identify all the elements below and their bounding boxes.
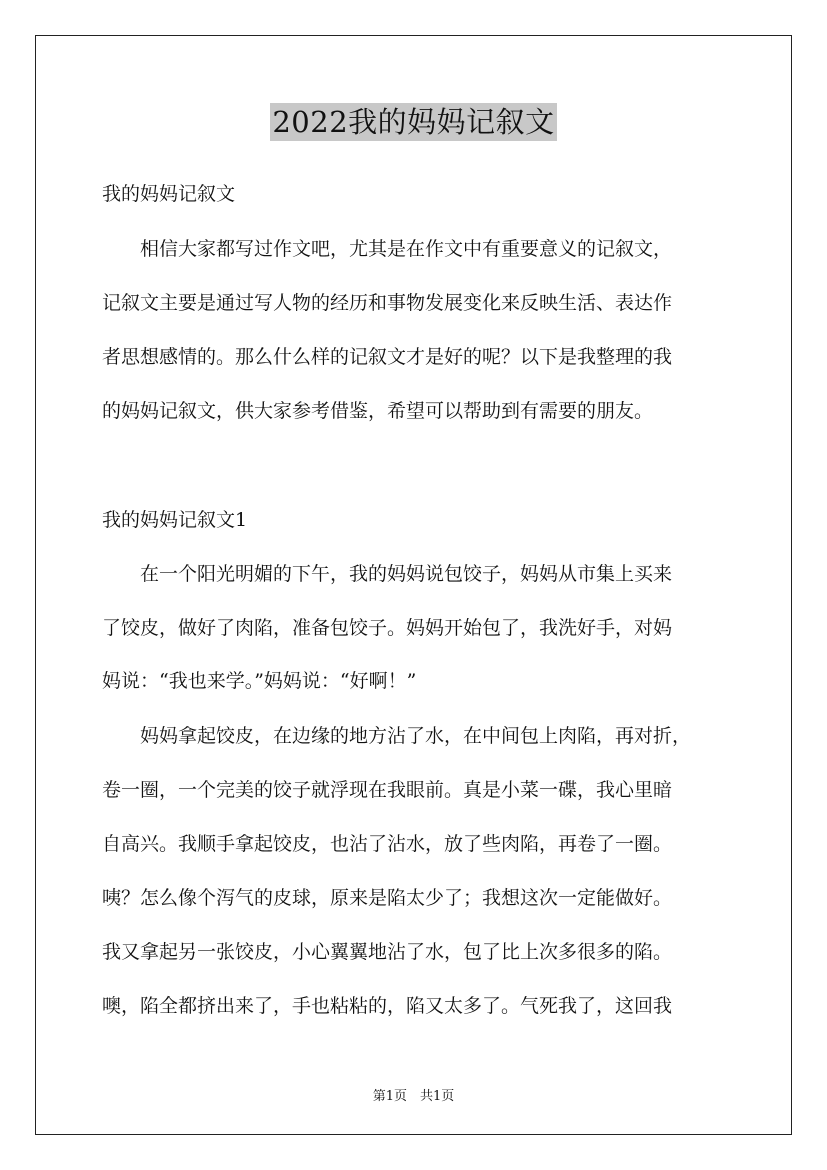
title-container [0, 103, 827, 141]
paragraph-line: 噢，陷全都挤出来了，手也粘粘的，陷又太多了。气死我了，这回我 [102, 995, 673, 1017]
paragraph-line: 自高兴。我顺手拿起饺皮，也沾了沾水，放了些肉陷，再卷了一圈。 [102, 833, 673, 855]
paragraph-line: 者思想感情的。那么什么样的记叙文才是好的呢？以下是我整理的我 [102, 346, 673, 368]
section-heading: 我的妈妈记叙文1 [102, 509, 248, 531]
paragraph-line: 相信大家都写过作文吧，尤其是在作文中有重要意义的记叙文， [102, 238, 673, 260]
paragraph-line: 卷一圈，一个完美的饺子就浮现在我眼前。真是小菜一碟，我心里暗 [102, 779, 673, 801]
paragraph-line: 妈说：“我也来学。”妈妈说：“好啊！” [102, 670, 417, 692]
paragraph-line: 妈妈拿起饺皮，在边缘的地方沾了水，在中间包上肉陷，再对折， [102, 725, 692, 747]
paragraph-line: 咦？怎么像个泻气的皮球，原来是陷太少了；我想这次一定能做好。 [102, 887, 673, 909]
page-number: 第1页 共1页 [372, 1089, 455, 1104]
paragraph-line: 在一个阳光明媚的下午，我的妈妈说包饺子，妈妈从市集上买来 [102, 563, 673, 585]
section-heading: 我的妈妈记叙文 [102, 183, 236, 205]
paragraph-line: 我又拿起另一张饺皮，小心翼翼地沾了水，包了比上次多很多的陷。 [102, 941, 673, 963]
paragraph-line: 的妈妈记叙文，供大家参考借鉴，希望可以帮助到有需要的朋友。 [102, 400, 654, 422]
document-title: 2022我的妈妈记叙文 [272, 105, 555, 139]
paragraph-line: 记叙文主要是通过写人物的经历和事物发展变化来反映生活、表达作 [102, 292, 673, 314]
paragraph-line: 了饺皮，做好了肉陷，准备包饺子。妈妈开始包了，我洗好手，对妈 [102, 617, 673, 639]
